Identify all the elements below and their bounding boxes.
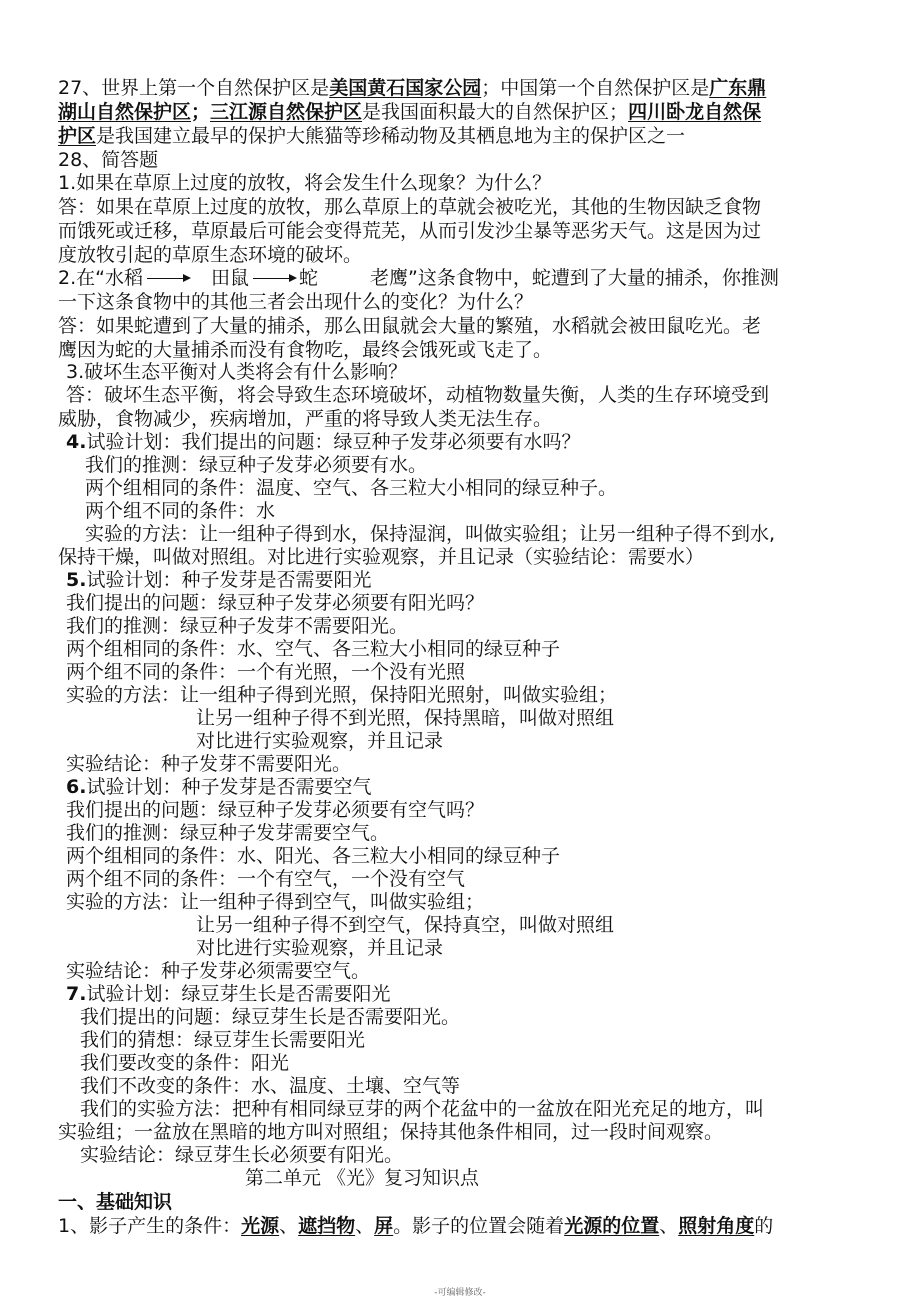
exp7-line-5: 我们不改变的条件：水、温度、土壤、空气等: [80, 1075, 461, 1097]
answer-highlight: 遮挡物: [298, 1215, 356, 1237]
item-number: 5.: [66, 569, 87, 591]
exp6-line-4: 两个组相同的条件：水、阳光、各三粒大小相同的绿豆种子: [66, 845, 561, 867]
text: ；: [191, 101, 211, 123]
q28-answer-2-line-2: 鹰因为蛇的大量捕杀而没有食物吃，最终会饿死或飞走了。: [58, 339, 553, 361]
q28-title: 28、简答题: [58, 149, 159, 171]
exp4-line-1: [66, 430, 580, 454]
exp4-line-6: 保持干燥，叫做对照组。对比进行实验观察，并且记录（实验结论：需要水）: [58, 546, 705, 568]
text: 蛇: [299, 267, 319, 289]
q28-answer-3-line-2: 威胁，食物减少，疾病增加，严重的将导致人类无法生存。: [58, 408, 553, 430]
text: 试验计划：种子发芽是否需要阳光: [86, 569, 372, 591]
text: 田鼠: [210, 267, 249, 289]
answer-highlight: 四川卧龙自然保: [628, 101, 762, 123]
exp6-line-9: 实验结论：种子发芽必须需要空气。: [66, 960, 371, 982]
text: 试验计划：我们提出的问题：绿豆种子发芽必须要有水吗？: [86, 431, 581, 453]
exp4-line-5: 实验的方法：让一组种子得到水，保持湿润，叫做实验组；让另一组种子得不到水,: [85, 523, 776, 545]
q28-question-2-line-2: 一下这条食物中的其他三者会出现什么的变化？为什么？: [58, 291, 534, 313]
text: 试验计划：种子发芽是否需要空气: [86, 776, 372, 798]
exp6-line-3: 我们的推测：绿豆种子发芽需要空气。: [66, 822, 390, 844]
text: 的: [754, 1215, 774, 1237]
text: 、: [279, 1215, 299, 1237]
q28-answer-3-line-1: 答：破坏生态平衡，将会导致生态环境破坏，动植物数量失衡，人类的生存环境受到: [66, 384, 770, 406]
exp7-line-6: 我们的实验方法：把种有相同绿豆芽的两个花盆中的一盆放在阳光充足的地方，叫: [80, 1098, 765, 1120]
text: 试验计划：绿豆芽生长是否需要阳光: [86, 983, 391, 1005]
text: 2.在“水稻: [58, 267, 143, 289]
q28-answer-1-line-3: 度放牧引起的草原生态环境的破坏。: [58, 244, 363, 266]
page-footer: -可编辑修改-: [434, 1288, 486, 1298]
q28-question-3: 3.破坏生态平衡对人类将会有什么影响？: [66, 361, 408, 383]
arrow-icon: [253, 278, 295, 279]
item-number: 4.: [66, 431, 87, 453]
exp5-line-3: 我们的推测：绿豆种子发芽不需要阳光。: [66, 615, 409, 637]
q27-line-2: [58, 100, 761, 124]
exp5-line-1: [66, 568, 371, 592]
answer-highlight: 美国黄石国家公园: [329, 77, 482, 99]
exp5-line-7: 让另一组种子得不到光照，保持黑暗，叫做对照组: [196, 707, 615, 729]
text: 。影子的位置会随着: [393, 1215, 565, 1237]
exp5-line-6: 实验的方法：让一组种子得到光照，保持阳光照射，叫做实验组；: [66, 684, 618, 706]
item-number: 6.: [66, 776, 87, 798]
exp4-line-3: 两个组相同的条件：温度、空气、各三粒大小相同的绿豆种子。: [85, 477, 618, 499]
exp6-line-5: 两个组不同的条件：一个有空气，一个没有空气: [66, 868, 466, 890]
exp5-line-2: 我们提出的问题：绿豆种子发芽必须要有阳光吗？: [66, 592, 485, 614]
exp6-line-6: 实验的方法：让一组种子得到空气，叫做实验组；: [66, 891, 485, 913]
q28-question-2: [58, 266, 779, 290]
unit2-title: 第二单元 《光》复习知识点: [245, 1167, 480, 1189]
exp6-line-8: 对比进行实验观察，并且记录: [196, 937, 444, 959]
q28-answer-2-line-1: 答：如果蛇遭到了大量的捕杀，那么田鼠就会大量的繁殖，水稻就会被田鼠吃光。老: [58, 315, 762, 337]
text: 是我国面积最大的自然保护区；: [362, 101, 629, 123]
answer-highlight: 屏: [374, 1215, 394, 1237]
exp5-line-4: 两个组相同的条件：水、空气、各三粒大小相同的绿豆种子: [66, 638, 561, 660]
text: 老鹰”这条食物中，蛇遭到了大量的捕杀，你推测: [370, 267, 779, 289]
exp6-line-2: 我们提出的问题：绿豆种子发芽必须要有空气吗？: [66, 799, 485, 821]
item-number: 7.: [66, 983, 87, 1005]
answer-highlight: 光源: [241, 1215, 280, 1237]
answer-highlight: 照射角度: [678, 1215, 755, 1237]
exp7-line-2: 我们提出的问题：绿豆芽生长是否需要阳光。: [80, 1006, 461, 1028]
exp6-line-1: [66, 775, 371, 799]
exp5-line-8: 对比进行实验观察，并且记录: [196, 730, 444, 752]
answer-highlight: 护区: [58, 125, 97, 147]
answer-highlight: 光源的位置: [564, 1215, 660, 1237]
exp4-line-4: 两个组不同的条件：水: [85, 500, 276, 522]
exp7-line-1: [66, 982, 390, 1006]
q28-question-1: 1.如果在草原上过度的放牧，将会发生什么现象？为什么？: [58, 172, 552, 194]
exp6-line-7: 让另一组种子得不到空气，保持真空，叫做对照组: [196, 914, 615, 936]
text: 、: [355, 1215, 375, 1237]
arrow-icon: [147, 278, 189, 279]
text: ；中国第一个自然保护区是: [481, 77, 710, 99]
exp7-line-7: 实验组；一盆放在黑暗的地方叫对照组；保持其他条件相同，过一段时间观察。: [58, 1121, 724, 1143]
unit2-line-1: [58, 1214, 773, 1238]
exp7-line-4: 我们要改变的条件：阳光: [80, 1052, 290, 1074]
exp4-line-2: 我们的推测：绿豆种子发芽必须要有水。: [85, 454, 428, 476]
unit2-section-heading: 一、基础知识: [58, 1191, 173, 1213]
exp7-line-3: 我们的猜想：绿豆芽生长需要阳光: [80, 1029, 366, 1051]
q27-line-3: [58, 124, 685, 148]
answer-highlight: 湖山自然保护区: [58, 101, 192, 123]
text: 、: [659, 1215, 679, 1237]
text: 27、世界上第一个自然保护区是: [58, 77, 330, 99]
answer-highlight: 广东鼎: [709, 77, 767, 99]
q28-answer-1-line-1: 答：如果在草原上过度的放牧，那么草原上的草就会被吃光，其他的生物因缺乏食物: [58, 196, 762, 218]
exp5-line-5: 两个组不同的条件：一个有光照，一个没有光照: [66, 661, 466, 683]
q28-answer-1-line-2: 而饿死或迁移，草原最后可能会变得荒芜，从而引发沙尘暴等恶劣天气。这是因为过: [58, 220, 762, 242]
exp5-line-9: 实验结论：种子发芽不需要阳光。: [66, 753, 352, 775]
exp7-line-8: 实验结论：绿豆芽生长必须要有阳光。: [80, 1144, 404, 1166]
q27-line-1: [58, 76, 766, 100]
answer-highlight: 三江源自然保护区: [210, 101, 363, 123]
text: 是我国建立最早的保护大熊猫等珍稀动物及其栖息地为主的保护区之一: [96, 125, 686, 147]
text: 1、影子产生的条件：: [58, 1215, 242, 1237]
